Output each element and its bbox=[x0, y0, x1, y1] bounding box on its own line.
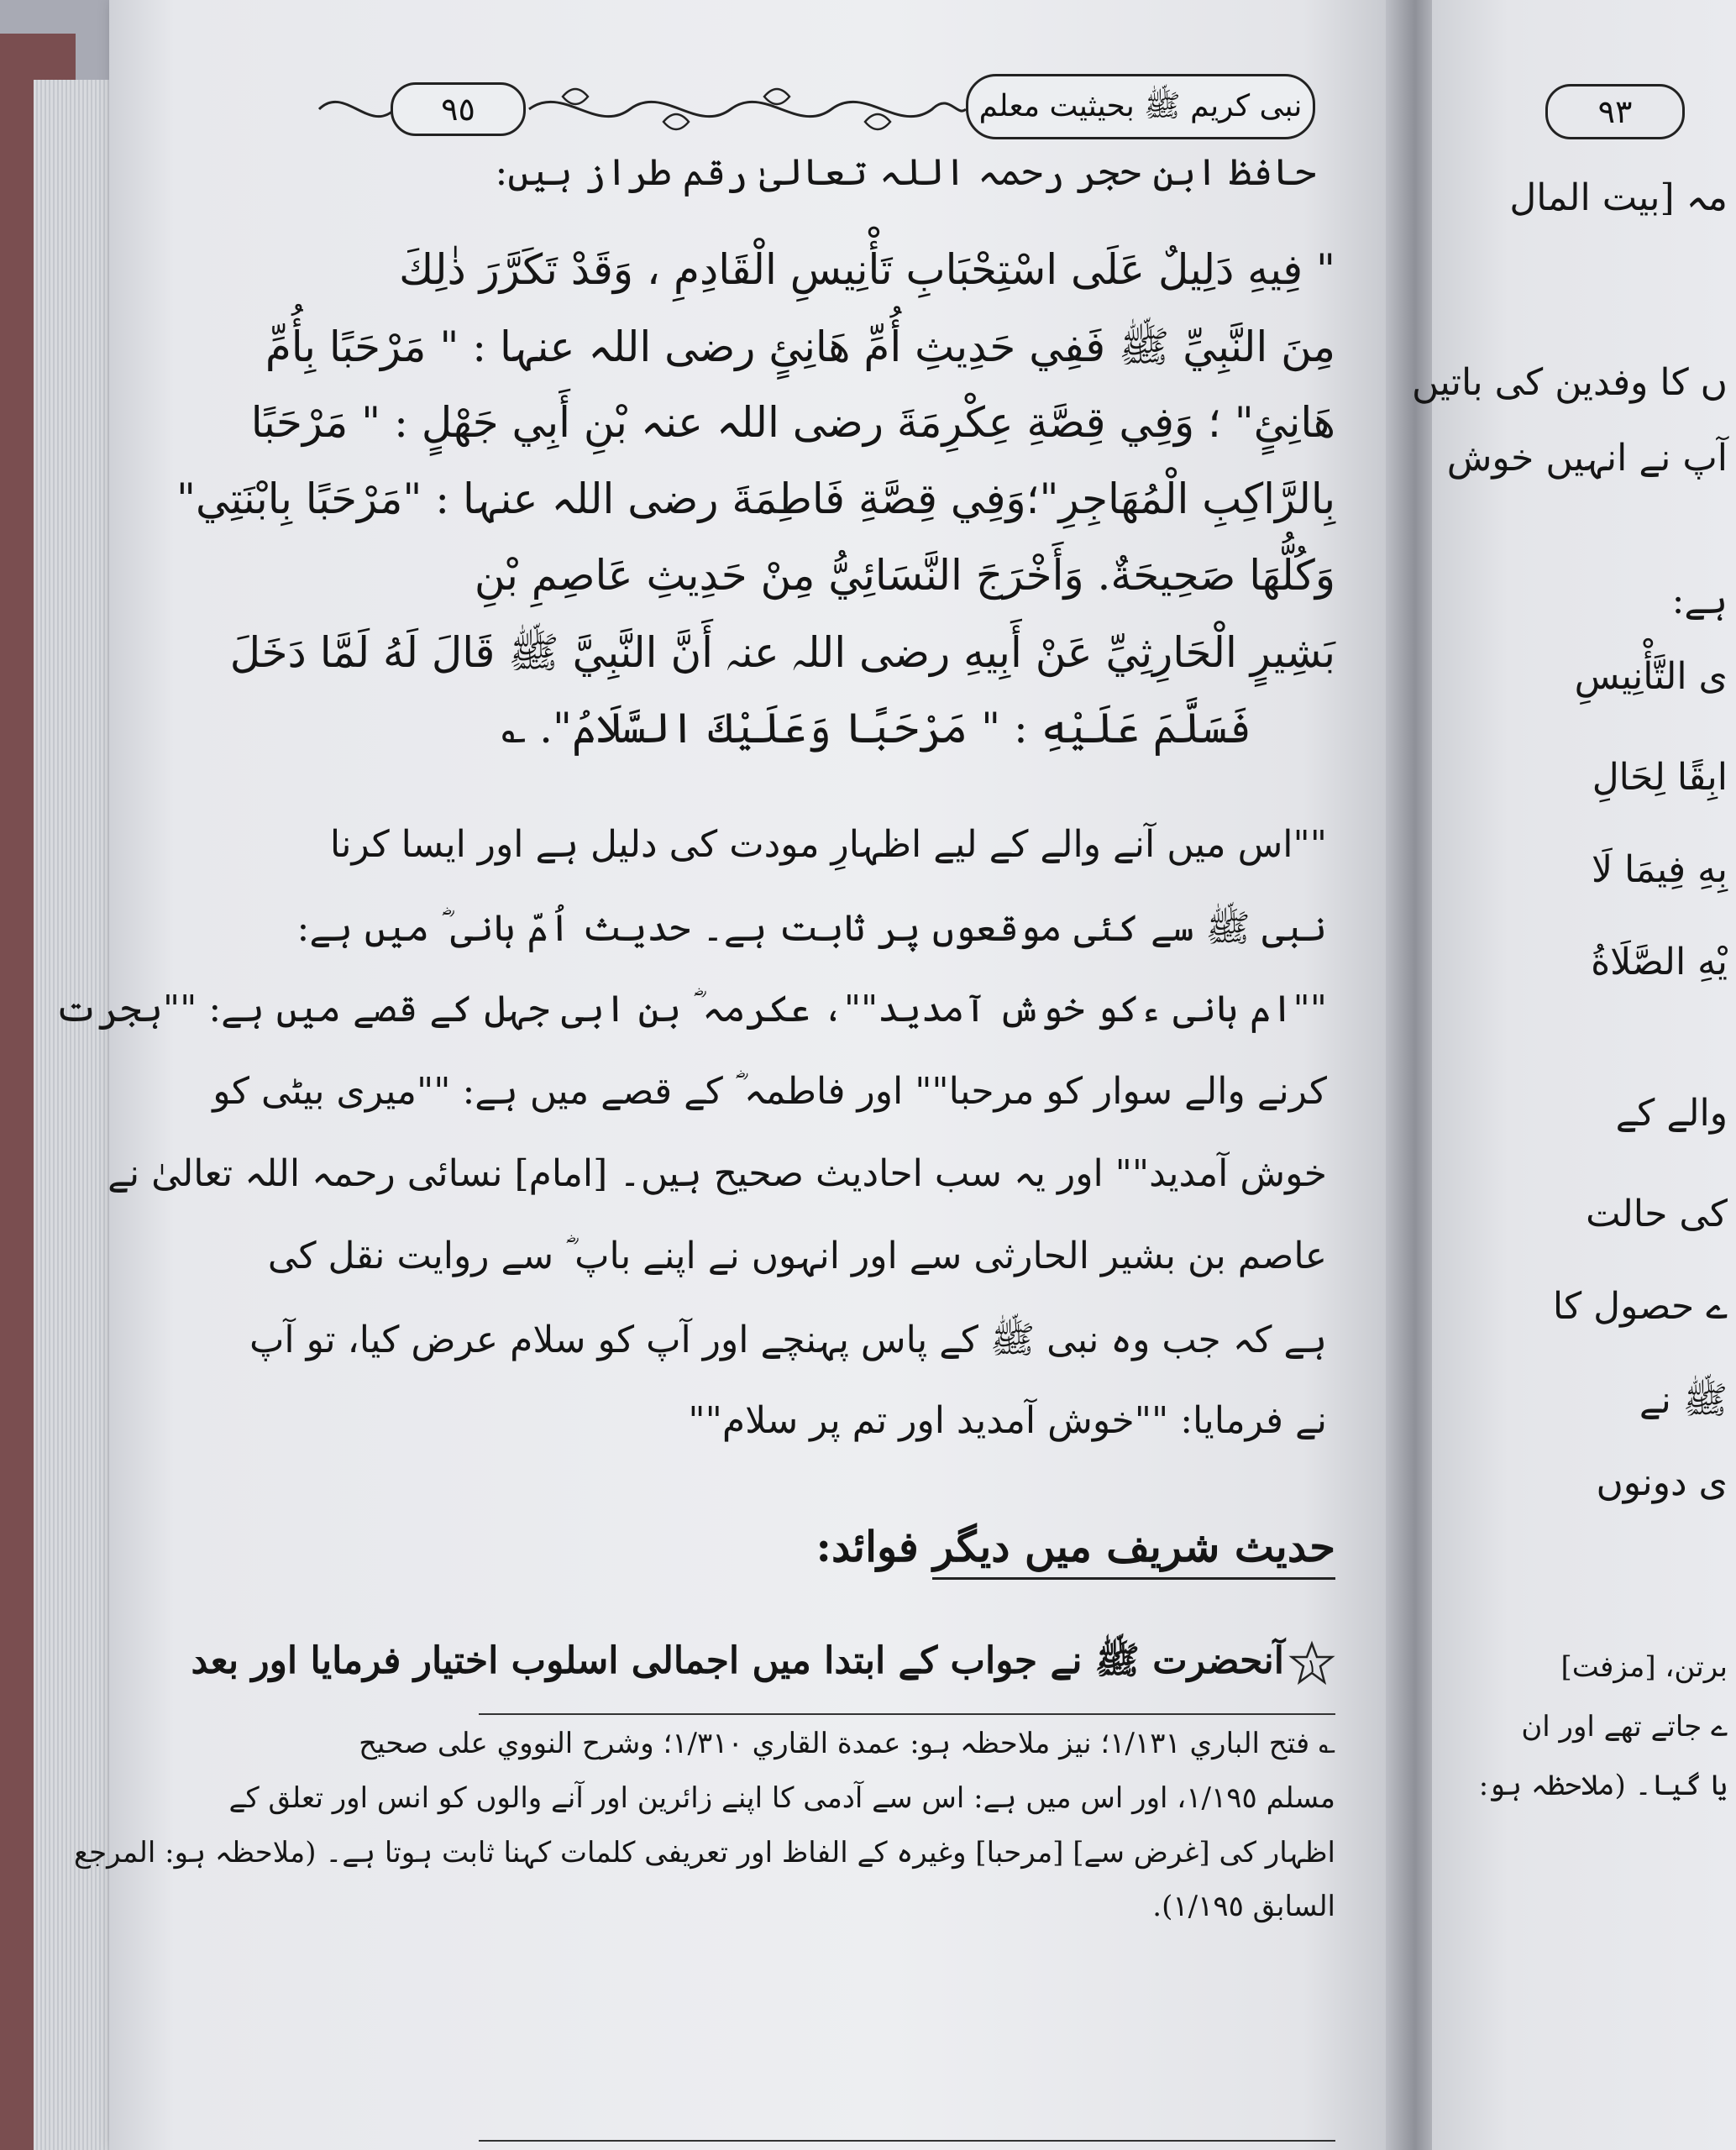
urdu-line: ""ام ہانی ءکو خوش آمدید""، عکرمہ ؓ بن ابی جہل کے قصے میں ہے: ""ہجرت bbox=[54, 988, 1327, 1030]
fragment: والے کے bbox=[1615, 1092, 1728, 1135]
page-header bbox=[311, 59, 1302, 151]
footnote-line: مسلم ١/١٩٥، اور اس میں ہے: اس سے آدمی کا اپنے زائرین اور آنے والوں کو انس اور تعلق کے bbox=[228, 1781, 1335, 1815]
fragment: ﷺ نے bbox=[1639, 1379, 1728, 1422]
fragment: کی حالت bbox=[1586, 1193, 1728, 1235]
arabic-line: " فِيهِ دَلِيلٌ عَلَى اسْتِحْبَابِ تَأْنِيسِ الْقَادِمِ ، وَقَدْ تَكَرَّرَ ذٰلِكَ bbox=[399, 245, 1335, 294]
page-number: ٩٥ bbox=[391, 82, 526, 136]
fragment: ں کا وفدین کی باتیں bbox=[1411, 361, 1728, 404]
arabic-line: مِنَ النَّبِيِّ ﷺ فَفِي حَدِيثِ أُمِّ هَانِئٍ رضی اللہ عنہا : " مَرْحَبًا بِأُمِّ bbox=[265, 322, 1335, 371]
footnote-separator bbox=[479, 1713, 1335, 1715]
running-title: نبی کریم ﷺ بحیثیت معلم bbox=[966, 74, 1315, 139]
urdu-line: ""اس میں آنے والے کے لیے اظہارِ مودت کی دلیل ہے اور ایسا کرنا bbox=[329, 823, 1327, 866]
intro-line: حافظ ابن حجر رحمہ اللہ تعالیٰ رقم طراز ہیں: bbox=[495, 151, 1316, 194]
right-page-number: ٩٣ bbox=[1545, 84, 1685, 139]
fragment: برتن، [مزفت] bbox=[1560, 1650, 1728, 1684]
fragment: يْهِ الصَّلَاةُ bbox=[1591, 941, 1728, 983]
fragment: ی دونوں bbox=[1596, 1461, 1728, 1504]
urdu-line: عاصم بن بشیر الحارثی سے اور انہوں نے اپنے باپ ؓ سے روایت نقل کی bbox=[267, 1235, 1327, 1277]
arabic-line: وَكُلُّهَا صَحِيحَةٌ. وَأَخْرَجَ النَّسَائِيُّ مِنْ حَدِيثِ عَاصِمِ بْنِ bbox=[474, 551, 1335, 600]
urdu-line: کرنے والے سوار کو مرحبا"" اور فاطمہ ؓ کے قصے میں ہے: ""میری بیٹی کو bbox=[212, 1070, 1327, 1113]
footnote-line: ؎ فتح الباري ١/١٣١؛ نیز ملاحظہ ہو: عمدة القاري ١/٣١٠؛ وشرح النووي على صحيح bbox=[359, 1727, 1335, 1760]
footnote-line: السابق ١/١٩٥). bbox=[1152, 1890, 1335, 1923]
point-text: آنحضرت ﷺ نے جواب کے ابتدا میں اجمالی اسلوب اختیار فرمایا اور بعد bbox=[191, 1639, 1284, 1682]
fragment: ے جاتے تھے اور ان bbox=[1521, 1710, 1728, 1744]
urdu-line: ہے کہ جب وہ نبی ﷺ کے پاس پہنچے اور آپ کو سلام عرض کیا، تو آپ bbox=[249, 1319, 1327, 1361]
urdu-line: خوش آمدید"" اور یہ سب احادیث صحیح ہیں۔ [امام] نسائی رحمہ اللہ تعالیٰ نے bbox=[108, 1152, 1327, 1195]
fragment: ے حصول کا bbox=[1552, 1285, 1728, 1328]
fragment: ابِقًا لِحَالِ bbox=[1592, 756, 1728, 799]
point-number: ١ bbox=[1307, 1656, 1317, 1677]
arabic-line: بِالرَّاكِبِ الْمُهَاجِرِ"؛وَفِي قِصَّةِ فَاطِمَةَ رضی اللہ عنہا : "مَرْحَبًا بِابْنَتِي" bbox=[176, 475, 1335, 523]
section-heading: حدیث شریف میں دیگر فوائد: bbox=[816, 1522, 1335, 1571]
fragment: بِهِ فِيمَا لَا bbox=[1591, 848, 1728, 891]
star-number-icon bbox=[1290, 1642, 1334, 1686]
arabic-line: هَانِئٍ" ؛ وَفِي قِصَّةِ عِكْرِمَةَ رضی اللہ عنہ بْنِ أَبِي جَهْلٍ : " مَرْحَبًا bbox=[250, 398, 1335, 447]
arabic-line: بَشِيرٍ الْحَارِثِيِّ عَنْ أَبِيهِ رضی اللہ عنہ أَنَّ النَّبِيَّ ﷺ قَالَ لَهُ لَمَّا دَخَلَ bbox=[229, 628, 1335, 677]
arabic-line: فَسَلَّمَ عَلَيْهِ : " مَرْحَبًا وَعَلَيْكَ السَّلَامُ". ؎ bbox=[501, 704, 1251, 752]
fragment: مہ [بیت المال bbox=[1509, 176, 1728, 219]
fragment: ى التَّأْنِيسِ bbox=[1574, 655, 1728, 698]
fragment: یا گیا۔ (ملاحظہ ہو: bbox=[1478, 1769, 1728, 1802]
fragment: ہے: bbox=[1671, 579, 1728, 622]
right-page-text-clip bbox=[1411, 0, 1736, 2150]
fragment: آپ نے انہیں خوش bbox=[1446, 437, 1728, 480]
urdu-line: نے فرمایا: ""خوش آمدید اور تم پر سلام"" bbox=[688, 1399, 1327, 1442]
footnote-rule bbox=[479, 2140, 1335, 2142]
heading-underline bbox=[932, 1577, 1335, 1580]
footnote-line: اظہار کی [غرض سے] [مرحبا] وغیرہ کے الفاظ اور تعریفی کلمات کہنا ثابت ہوتا ہے۔ (ملاحظہ ہو: المرجع bbox=[74, 1836, 1335, 1869]
urdu-line: نبی ﷺ سے کئی موقعوں پر ثابت ہے۔ حدیث اُمّ ہانی ؓ میں ہے: bbox=[296, 907, 1327, 950]
